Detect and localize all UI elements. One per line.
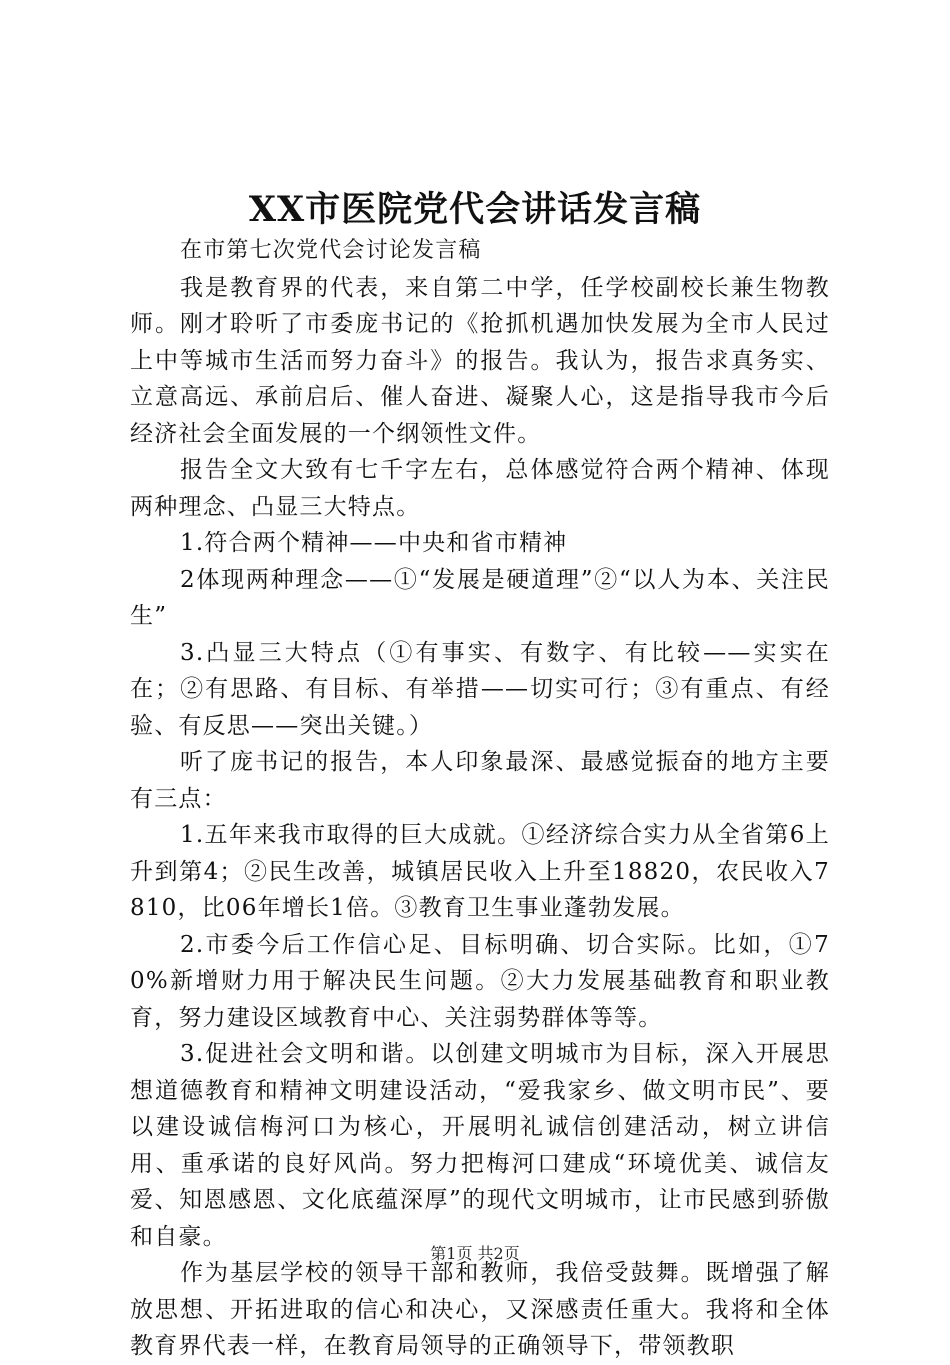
- list-item-features: 3.凸显三大特点（①有事实、有数字、有比较——实实在在；②有思路、有目标、有举措——切实可行；③有重点、有经验、有反思——突出关键。）: [130, 639, 830, 739]
- paragraph-impressions: 听了庞书记的报告，本人印象最深、最感觉振奋的地方主要有三点：: [130, 749, 830, 812]
- paragraph-intro: 我是教育界的代表，来自第二中学，任学校副校长兼生物教师。刚才聆听了市委庞书记的《抢抓机遇加快发展为全市人民过上中等城市生活而努力奋斗》的报告。我认为，报告求真务实、立意高远、承前启后、催人奋进、凝聚人心，这是指导我市今后经济社会全面发展的一个纲领性文件。: [130, 274, 830, 447]
- list-item-civilization: 3.促进社会文明和谐。以创建文明城市为目标，深入开展思想道德教育和精神文明建设活动，“爱我家乡、做文明市民”、要以建设诚信梅河口为核心，开展明礼诚信创建活动，树立讲信用、重承诺的良好风尚。努力把梅河口建成“环境优美、诚信友爱、知恩感恩、文化底蕴深厚”的现代文明城市，让市民感到骄傲和自豪。: [130, 1041, 830, 1250]
- page-number: 第1页 共2页: [430, 1244, 520, 1263]
- list-item-achievements: 1.五年来我市取得的巨大成就。①经济综合实力从全省第6上升到第4；②民生改善，城镇居民收入上升至18820，农民收入7810，比06年增长1倍。③教育卫生事业蓬勃发展。: [130, 822, 830, 921]
- list-item-spirits: 1.符合两个精神——中央和省市精神: [180, 530, 568, 556]
- paragraph-summary: 报告全文大致有七千字左右，总体感觉符合两个精神、体现两种理念、凸显三大特点。: [130, 457, 830, 520]
- paragraph-commitment: 作为基层学校的领导干部和教师，我倍受鼓舞。既增强了解放思想、开拓进取的信心和决心，又深感责任重大。我将和全体教育界代表一样，在教育局领导的正确领导下，带领教职: [130, 1260, 830, 1359]
- speech-heading: 在市第七次党代会讨论发言稿: [180, 238, 482, 263]
- document-body: [130, 233, 830, 1365]
- document-title: XX市医院党代会讲话发言稿: [248, 189, 702, 230]
- list-item-goals: 2.市委今后工作信心足、目标明确、切合实际。比如，①70%新增财力用于解决民生问题。②大力发展基础教育和职业教育，努力建设区域教育中心、关注弱势群体等等。: [130, 931, 830, 1031]
- list-item-concepts: 2体现两种理念——①“发展是硬道理”②“以人为本、关注民生”: [130, 566, 830, 629]
